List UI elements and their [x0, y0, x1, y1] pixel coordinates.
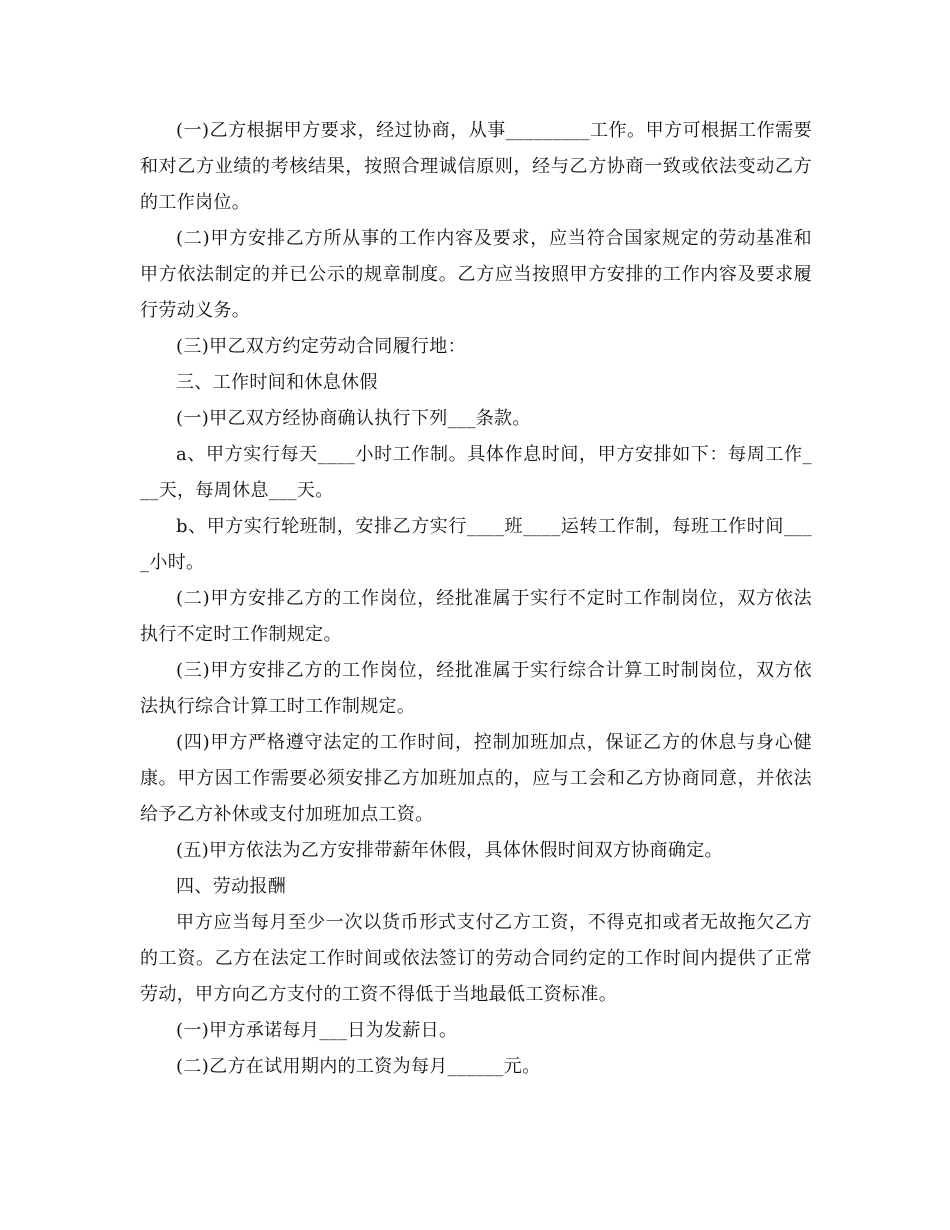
- clause-paragraph-9: (三)甲方安排乙方的工作岗位，经批准属于实行综合计算工时制岗位，双方依法执行综合计算工时工作制规定。: [140, 660, 812, 717]
- clause-paragraph-13: 甲方应当每月至少一次以货币形式支付乙方工资，不得克扣或者无故拖欠乙方的工资。乙方在法定工作时间或依法签订的劳动合同约定的工作时间内提供了正常劳动，甲方向乙方支付的工资不得低于当地最低工资标准。: [140, 912, 812, 1005]
- clause-paragraph-2: (二)甲方安排乙方所从事的工作内容及要求，应当符合国家规定的劳动基准和甲方依法制定的并已公示的规章制度。乙方应当按照甲方安排的工作内容及要求履行劳动义务。: [140, 228, 812, 321]
- clause-item-a: a、甲方实行每天____小时工作制。具体作息时间，甲方安排如下：每周工作___天，每周休息___天。: [140, 444, 812, 501]
- clause-paragraph-3: (三)甲乙双方约定劳动合同履行地：: [176, 336, 466, 357]
- clause-paragraph-5: (一)甲乙双方经协商确认执行下列___条款。: [176, 408, 531, 429]
- clause-paragraph-8: (二)甲方安排乙方的工作岗位，经批准属于实行不定时工作制岗位，双方依法执行不定时工作制规定。: [140, 588, 812, 645]
- clause-paragraph-11: (五)甲方依法为乙方安排带薪年休假，具体休假时间双方协商确定。: [176, 840, 723, 861]
- section-heading-work-time: 三、工作时间和休息休假: [176, 372, 378, 393]
- clause-paragraph-14: (一)甲方承诺每月___日为发薪日。: [176, 1020, 458, 1041]
- document-body: [140, 113, 812, 1085]
- clause-paragraph-15: (二)乙方在试用期内的工资为每月______元。: [176, 1056, 541, 1077]
- clause-paragraph-1: (一)乙方根据甲方要求，经过协商，从事_________工作。甲方可根据工作需要和对乙方业绩的考核结果，按照合理诚信原则，经与乙方协商一致或依法变动乙方的工作岗位。: [140, 120, 812, 213]
- clause-paragraph-10: (四)甲方严格遵守法定的工作时间，控制加班加点，保证乙方的休息与身心健康。甲方因工作需要必须安排乙方加班加点的，应与工会和乙方协商同意，并依法给予乙方补休或支付加班加点工资。: [140, 732, 812, 825]
- section-heading-remuneration: 四、劳动报酬: [176, 876, 287, 897]
- clause-item-b: b、甲方实行轮班制，安排乙方实行____班____运转工作制，每班工作时间____小时。: [140, 516, 812, 573]
